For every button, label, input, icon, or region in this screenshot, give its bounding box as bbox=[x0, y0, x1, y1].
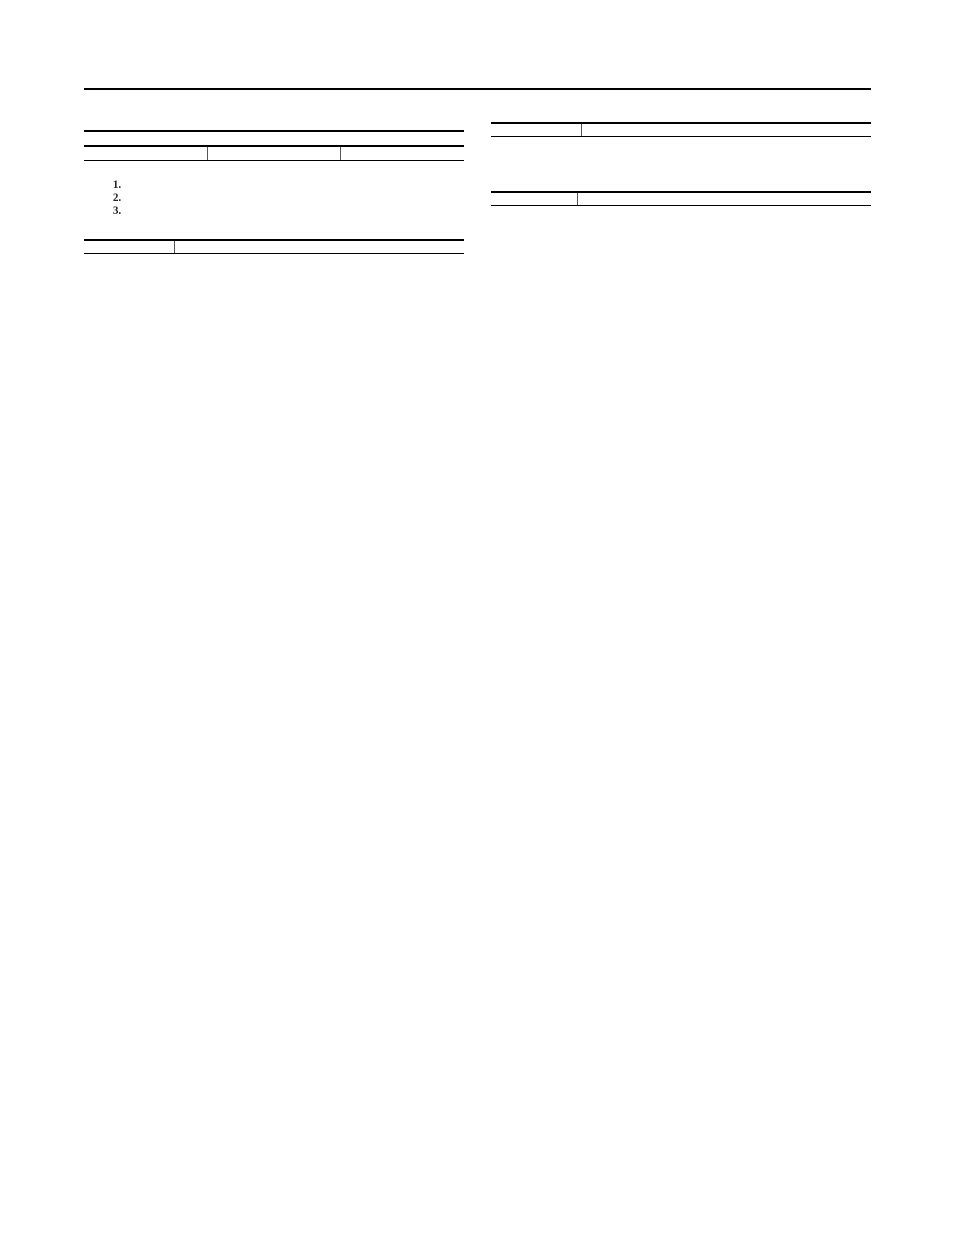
list-item bbox=[124, 179, 464, 192]
left-column bbox=[84, 110, 464, 254]
spec-footnotes bbox=[491, 143, 871, 167]
attribute-header bbox=[84, 240, 175, 254]
value-header bbox=[578, 192, 872, 206]
bit-settings-header bbox=[84, 146, 208, 161]
list-item bbox=[124, 205, 464, 218]
attribute-header bbox=[491, 192, 578, 206]
reasons-list bbox=[84, 179, 464, 219]
list-item bbox=[124, 192, 464, 205]
value-header bbox=[175, 240, 465, 254]
config-header bbox=[84, 131, 464, 146]
low-pass-header bbox=[341, 146, 465, 161]
power-status-section bbox=[84, 179, 464, 219]
conversion-rate-header bbox=[208, 146, 341, 161]
value-header bbox=[582, 123, 872, 137]
attribute-header bbox=[491, 123, 582, 137]
right-column bbox=[491, 108, 871, 206]
header-rule bbox=[84, 88, 871, 90]
environmental-spec-table bbox=[491, 191, 871, 206]
general-spec-table-right bbox=[491, 122, 871, 137]
general-spec-table-left bbox=[84, 239, 464, 254]
input-filters-table bbox=[84, 130, 464, 161]
